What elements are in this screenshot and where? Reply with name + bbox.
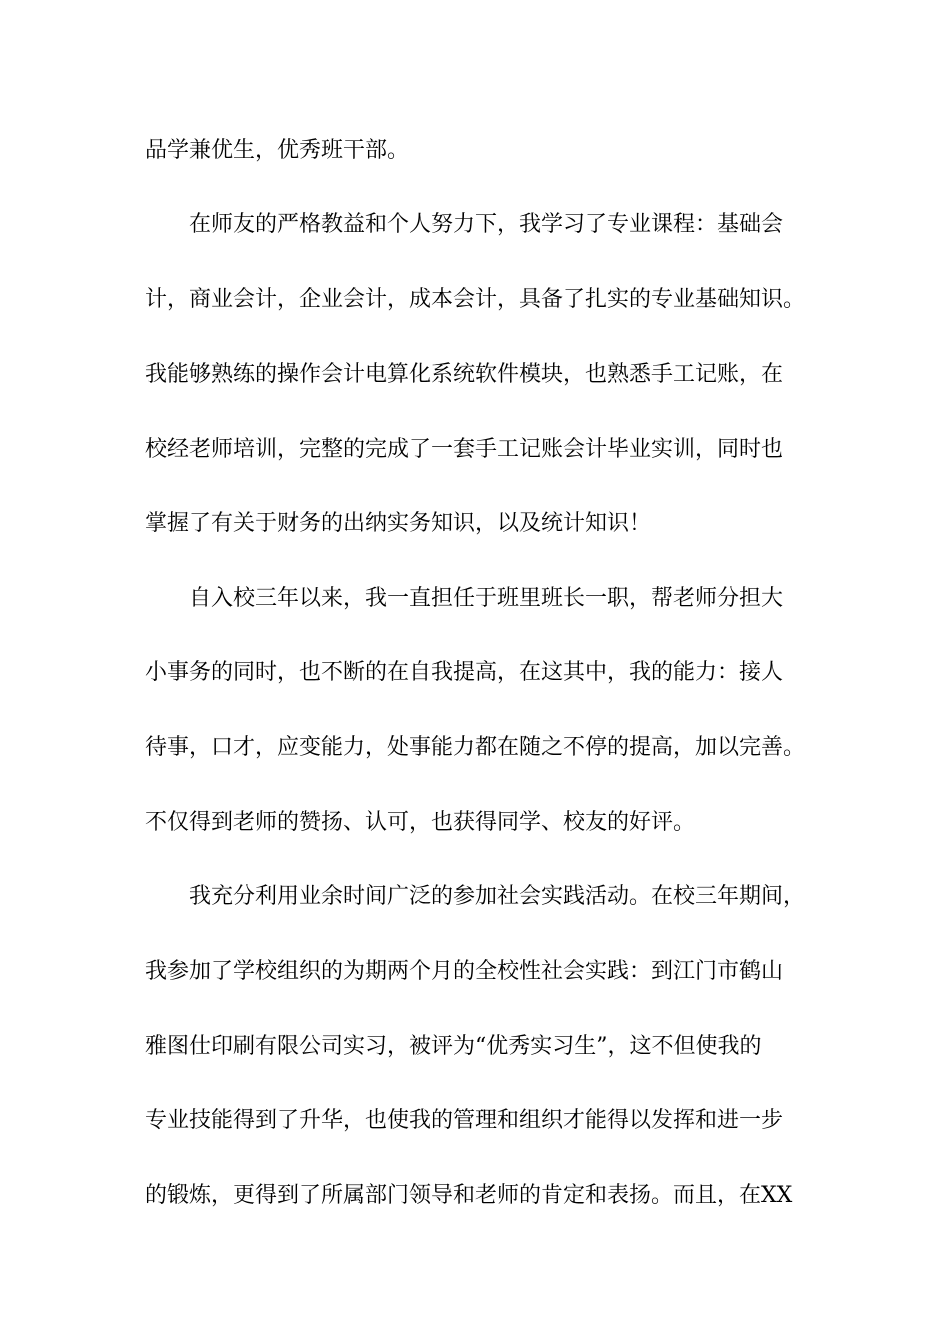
text-line: 小事务的同时，也不断的在自我提高，在这其中，我的能力：接人 — [145, 660, 784, 685]
text-line: 在师友的严格教益和个人努力下，我学习了专业课程：基础会 — [189, 212, 784, 237]
text-line: 不仅得到老师的赞扬、认可，也获得同学、校友的好评。 — [145, 810, 696, 835]
text-line: 我参加了学校组织的为期两个月的全校性社会实践：到江门市鹤山 — [145, 959, 784, 984]
text-line: 自入校三年以来，我一直担任于班里班长一职，帮老师分担大 — [189, 586, 784, 611]
text-line: 待事，口才，应变能力，处事能力都在随之不停的提高，加以完善。 — [145, 735, 806, 760]
text-line: 我能够熟练的操作会计电算化系统软件模块，也熟悉手工记账，在 — [145, 362, 784, 387]
text-line: 掌握了有关于财务的出纳实务知识，以及统计知识！ — [145, 511, 652, 536]
text-line: 的锻炼，更得到了所属部门领导和老师的肯定和表扬。而且，在XX — [145, 1183, 793, 1208]
text-line: 品学兼优生，优秀班干部。 — [145, 138, 410, 163]
text-line: 校经老师培训，完整的完成了一套手工记账会计毕业实训，同时也 — [145, 437, 784, 462]
text-line: 计，商业会计，企业会计，成本会计，具备了扎实的专业基础知识。 — [145, 287, 806, 312]
text-line: 雅图仕印刷有限公司实习，被评为“优秀实习生”，这不但使我的 — [145, 1034, 762, 1059]
text-line: 专业技能得到了升华，也使我的管理和组织才能得以发挥和进一步 — [145, 1108, 784, 1133]
text-line: 我充分利用业余时间广泛的参加社会实践活动。在校三年期间， — [189, 884, 806, 909]
